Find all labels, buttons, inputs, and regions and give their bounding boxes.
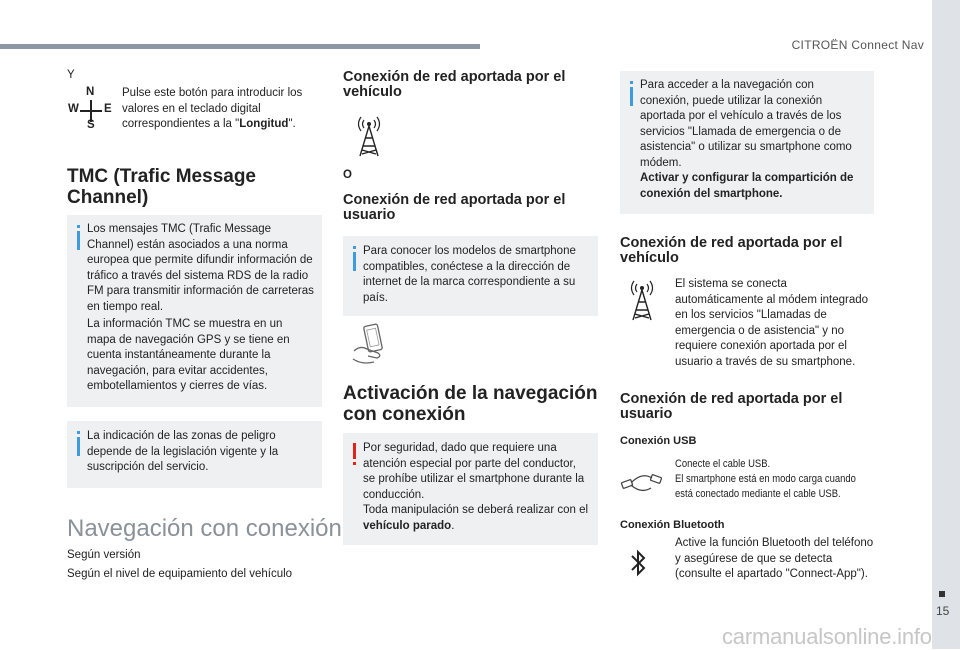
tmc-info-text-2: La información TMC se muestra en un mapa de navegación GPS y se tiene en cuenta instantáneamente durante la navegación, para evitar accidentes, embotellamientos y cierres de vías. [87,318,290,392]
header-title: CITROËN Connect Nav [791,38,924,52]
bluetooth-text: Active la función Bluetooth del teléfono y asegúrese de que se detecta (consulte el apartado "Connect-App"). [675,537,874,580]
connection-access-info-box [620,71,874,214]
info-icon [77,437,80,456]
watermark: carmanualsonline.info [722,624,932,649]
info-icon [630,87,633,106]
smartphone-models-info-box [343,236,598,316]
compass-south: S [87,119,95,131]
top-rule [0,44,480,49]
section-title-connected-nav: Navegación con conexión [67,515,342,542]
vehicle-connection-text: El sistema se conecta automáticamente al módem integrado en los servicios "Llamadas de emergencia o de asistencia" y no requiere conexión aportada por el usuario a través de su smartphone. [675,278,869,368]
antenna-icon [627,280,657,322]
compass-west: W [68,103,79,115]
usb-line-3: está conectado mediante el cable USB. [675,488,841,500]
tmc-heading: TMC (Trafic Message Channel) [67,166,256,208]
y-letter: Y [67,69,75,81]
usb-line-2: El smartphone está en modo carga cuando [675,473,856,485]
or-text: O [343,169,352,181]
usb-cable-icon [620,468,664,496]
info-icon [353,252,356,271]
equipment-note: Según el nivel de equipamiento del vehículo [67,568,293,580]
page-marker-square [939,591,945,597]
safety-warning-text-2: Toda manipulación se deberá realizar con el vehículo parado. [363,504,589,532]
usb-line-1: Conecte el cable USB. [675,458,771,470]
heading-vehicle-network-2: Conexión de red aportada por el vehículo [620,235,843,266]
heading-user-network: Conexión de red aportada por el usuario [343,192,566,223]
heading-activation: Activación de la navegación con conexión [343,383,598,425]
smartphone-hand-icon [350,323,390,367]
page-number: 15 [936,604,950,618]
version-note: Según versión [67,549,141,561]
danger-zone-text: La indicación de las zonas de peligro depende de la legislación vigente y la suscripción del servicio. [87,430,279,473]
smartphone-models-text: Para conocer los modelos de smartphone compatibles, conéctese a la dirección de internet de la marca correspondiente a su país. [363,245,576,304]
compass-cross-icon [80,100,102,122]
safety-warning-text-1: Por seguridad, dado que requiere una atención especial por parte del conductor, se prohíbe utilizar el smartphone durante la conducción. [363,442,585,501]
bluetooth-connection-label: Conexión Bluetooth [620,519,725,531]
antenna-icon [354,116,384,158]
compass-icon [68,88,114,134]
compass-description: Pulse este botón para introducir los valores en el teclado digital correspondientes a la "Longitud". [122,87,303,130]
compass-north: N [86,86,95,98]
danger-zone-info-box [67,421,322,488]
page-edge-strip [932,0,960,649]
warning-icon [353,443,356,459]
compass-east: E [104,103,112,115]
bluetooth-icon [630,548,646,578]
safety-warning-box [343,433,598,545]
info-icon [77,231,80,250]
connection-access-text: Para acceder a la navegación con conexión, puede utilizar la conexión aportada por el vehículo a través de los servicios "Llamada de emergencia o de asistencia" o utilizar su smartphone como módem. Activar y configurar la compartición de conexión del smartphone. [640,79,854,200]
usb-connection-label: Conexión USB [620,435,697,447]
heading-vehicle-network: Conexión de red aportada por el vehículo [343,69,566,100]
tmc-info-text-1: Los mensajes TMC (Trafic Message Channel) están asociados a una norma europea que permite difundir información de tráfico a través del sistema RDS de la radio FM para transmitir información de carreteras en tiempo real. [87,223,314,313]
heading-user-network-2: Conexión de red aportada por el usuario [620,391,843,422]
tmc-info-box [67,215,322,407]
